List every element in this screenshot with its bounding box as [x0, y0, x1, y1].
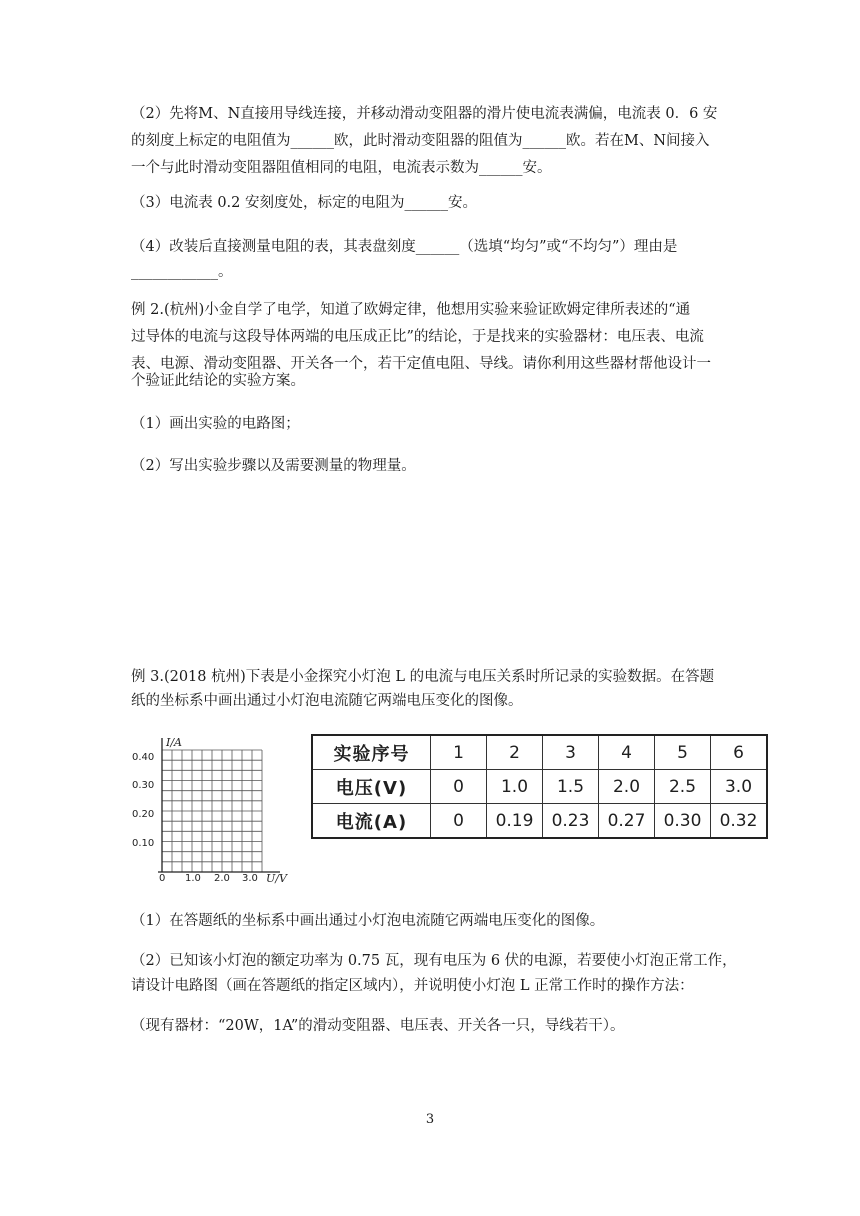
- table-header-cell: 4: [599, 735, 655, 770]
- y-axis-label: I/A: [166, 736, 182, 749]
- x-axis-label: U/V: [266, 872, 287, 885]
- table-header-cell: 1: [431, 735, 487, 770]
- example-3-subquestion: （1）在答题纸的坐标系中画出通过小灯泡电流随它两端电压变化的图像。: [131, 913, 605, 929]
- table-cell: 电流(A): [312, 804, 431, 839]
- table-cell: 1.5: [543, 770, 599, 804]
- table-header-row: [312, 735, 767, 770]
- table-cell: 0.27: [599, 804, 655, 839]
- experiment-data-table: [311, 734, 768, 839]
- table-header-cell: 实验序号: [312, 735, 431, 770]
- example-2-text-line: 个验证此结论的实验方案。: [131, 373, 305, 389]
- y-tick-label: 0.20: [132, 809, 155, 820]
- table-row-voltage: [312, 770, 767, 804]
- table-cell: 0.32: [711, 804, 768, 839]
- table-cell: 0: [431, 770, 487, 804]
- x-tick-label: 2.0: [214, 873, 230, 884]
- table-row-current: [312, 804, 767, 839]
- example-2-text-line: 过导体的电流与这段导体两端的电压成正比”的结论，于是找来的实验器材：电压表、电流: [131, 329, 704, 345]
- table-cell: 0.23: [543, 804, 599, 839]
- question-text-line: 的刻度上标定的电阻值为______欧，此时滑动变阻器的阻值为______欧。若在M、N间接入: [131, 133, 710, 149]
- y-tick-label: 0.10: [132, 838, 155, 849]
- question-text-line: （2）先将M、N直接用导线连接，并移动滑动变阻器的滑片使电流表满偏，电流表 0．6 安: [131, 106, 718, 122]
- x-tick-label: 0: [159, 873, 166, 884]
- example-2-subquestion: （1）画出实验的电路图；: [131, 416, 300, 432]
- coordinate-grid: [130, 732, 295, 887]
- example-3-text-line: 例 3.(2018 杭州)下表是小金探究小灯泡 L 的电流与电压关系时所记录的实验数据。在答题: [131, 669, 715, 685]
- y-tick-label: 0.40: [132, 752, 155, 763]
- question-text-line: （4）改装后直接测量电阻的表，其表盘刻度______（选填“均匀”或“不均匀”）理由是: [131, 239, 678, 255]
- table-header-cell: 5: [655, 735, 711, 770]
- table-cell: 2.0: [599, 770, 655, 804]
- page-number: 3: [425, 1112, 435, 1127]
- example-3-subquestion: 请设计电路图（画在答题纸的指定区域内），并说明使小灯泡 L 正常工作时的操作方法：: [131, 978, 694, 994]
- table-cell: 1.0: [487, 770, 543, 804]
- x-tick-label: 3.0: [242, 873, 258, 884]
- table-cell: 3.0: [711, 770, 768, 804]
- x-tick-label: 1.0: [185, 873, 201, 884]
- question-text-line: （3）电流表 0.2 安刻度处，标定的电阻为______安。: [131, 195, 478, 211]
- table-cell: 2.5: [655, 770, 711, 804]
- table-header-cell: 2: [487, 735, 543, 770]
- example-3-subquestion: （现有器材：“20W，1A”的滑动变阻器、电压表、开关各一只，导线若干）。: [131, 1018, 625, 1034]
- table-header-cell: 3: [543, 735, 599, 770]
- question-text-line: ____________。: [131, 264, 233, 280]
- table-header-cell: 6: [711, 735, 768, 770]
- table-cell: 0: [431, 804, 487, 839]
- example-2-subquestion: （2）写出实验步骤以及需要测量的物理量。: [131, 458, 416, 474]
- example-2-text-line: 例 2.(杭州)小金自学了电学，知道了欧姆定律，他想用实验来验证欧姆定律所表述的“通: [131, 302, 691, 318]
- table-cell: 0.19: [487, 804, 543, 839]
- example-3-subquestion: （2）已知该小灯泡的额定功率为 0.75 瓦，现有电压为 6 伏的电源，若要使小灯泡正常工作，: [131, 953, 737, 969]
- table-cell: 电压(V): [312, 770, 431, 804]
- y-tick-label: 0.30: [132, 780, 155, 791]
- example-3-text-line: 纸的坐标系中画出通过小灯泡电流随它两端电压变化的图像。: [131, 693, 523, 709]
- question-text-line: 一个与此时滑动变阻器阻值相同的电阻，电流表示数为______安。: [131, 160, 552, 176]
- example-2-text-line: 表、电源、滑动变阻器、开关各一个，若干定值电阻、导线。请你利用这些器材帮他设计一: [131, 356, 711, 372]
- table-cell: 0.30: [655, 804, 711, 839]
